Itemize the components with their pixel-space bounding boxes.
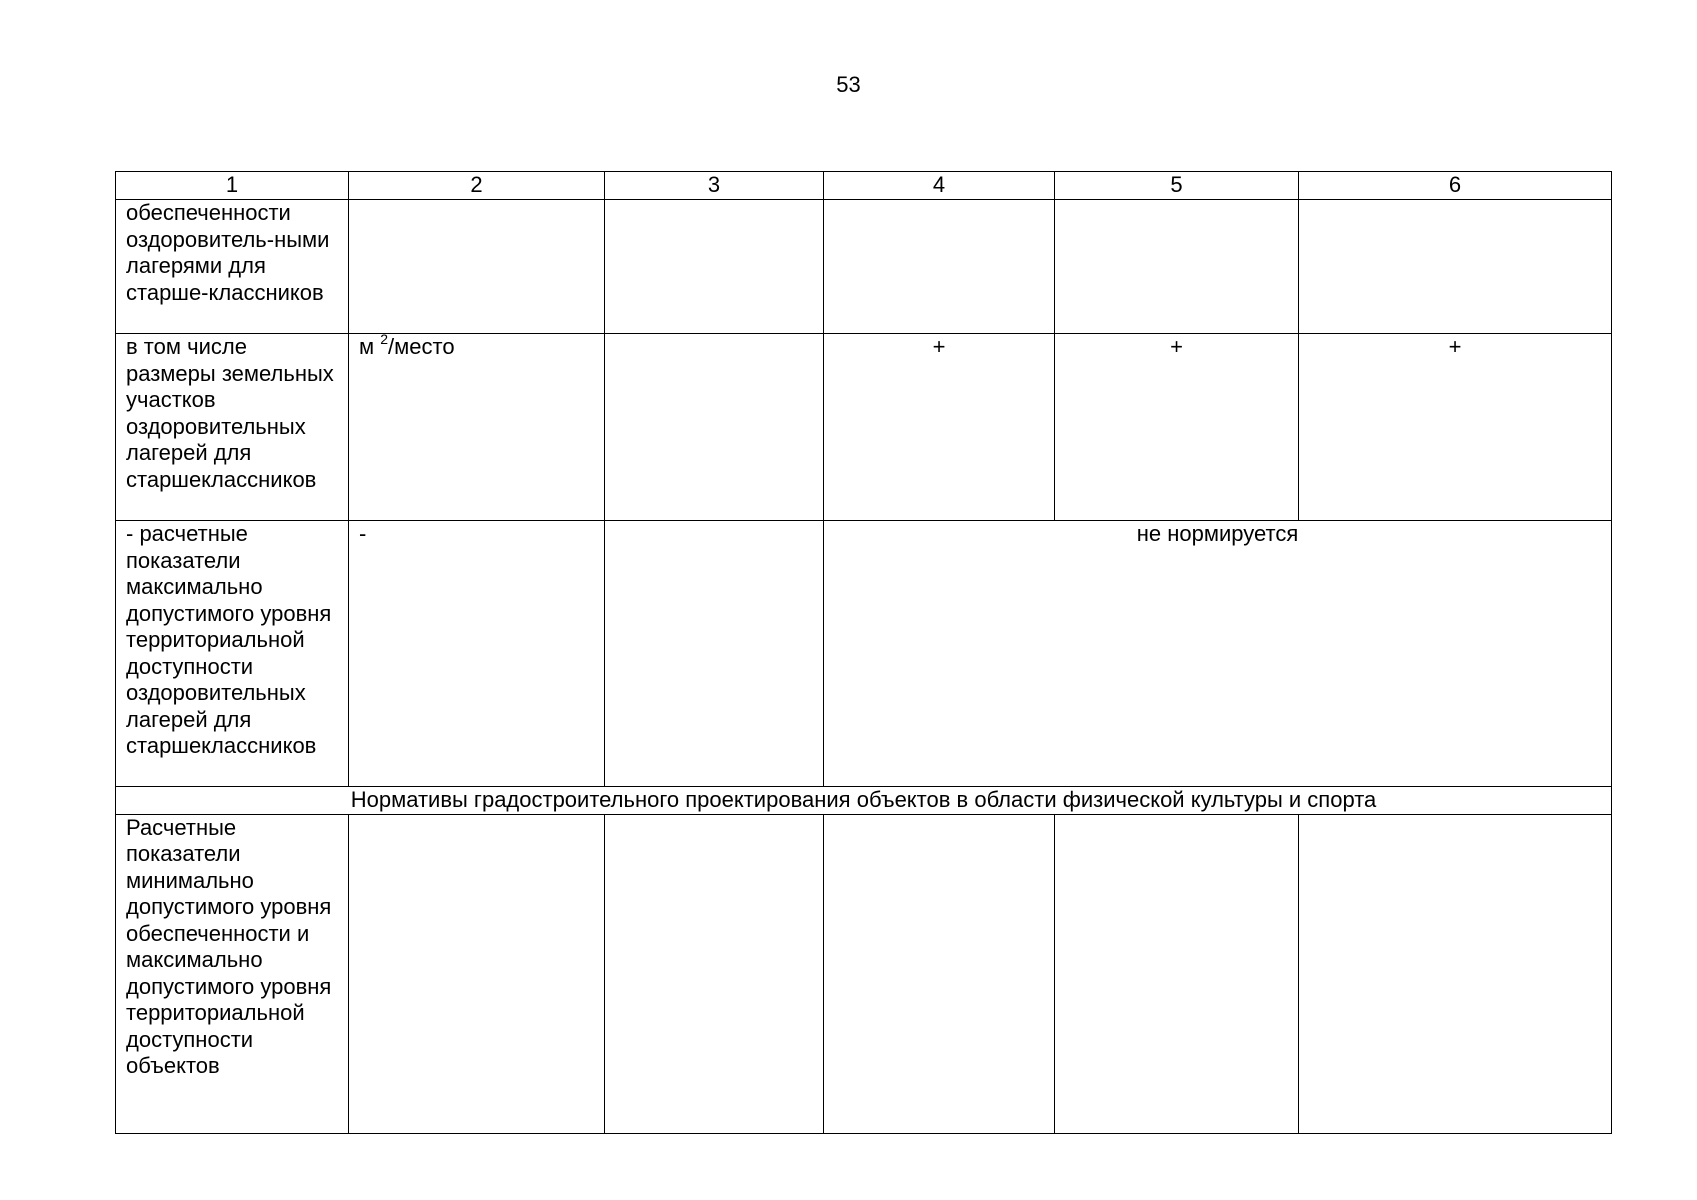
table-row (116, 814, 1612, 1133)
plus-mark-cell: + (824, 334, 1055, 521)
column-header: 6 (1299, 172, 1612, 200)
column-header: 5 (1055, 172, 1299, 200)
section-heading-row (116, 787, 1612, 815)
plus-mark-cell: + (1055, 334, 1299, 521)
column-header: 2 (349, 172, 605, 200)
unit-base: м (359, 334, 375, 359)
table-cell (1299, 814, 1612, 1133)
unit-rest: /место (388, 334, 455, 359)
table-cell (605, 521, 824, 787)
column-header: 1 (116, 172, 349, 200)
table-row (116, 521, 1612, 787)
column-header: 4 (824, 172, 1055, 200)
unit-cell (349, 330, 605, 521)
table-cell (605, 334, 824, 521)
norms-table (115, 171, 1612, 1134)
table-cell (605, 200, 824, 334)
table-header-row (116, 172, 1612, 200)
section-heading: Нормативы градостроительного проектирования объектов в области физической культуры и спорта (116, 787, 1612, 815)
table-cell (1299, 200, 1612, 334)
plus-mark-cell: + (1299, 334, 1612, 521)
indicator-cell: - расчетные показатели максимально допустимого уровня территориальной доступности оздоровительных лагерей для старшеклассников (116, 521, 349, 787)
indicator-cell: обеспеченности оздоровитель-ными лагерями для старше-классников (116, 200, 349, 334)
column-header: 3 (605, 172, 824, 200)
indicator-cell: в том числе размеры земельных участков оздоровительных лагерей для старшеклассников (116, 334, 349, 521)
unit-cell (349, 200, 605, 334)
table-row (116, 200, 1612, 334)
table-cell (1055, 200, 1299, 334)
not-regulated-cell: не нормируется (824, 521, 1612, 787)
page-number: 53 (836, 72, 861, 97)
unit-cell: - (349, 521, 605, 787)
table-cell (824, 200, 1055, 334)
table-row (116, 334, 1612, 521)
indicator-cell: Расчетные показатели минимально допустимого уровня обеспеченности и максимально допустимого уровня территориальной доступности объектов (116, 814, 349, 1133)
table-cell (1055, 814, 1299, 1133)
unit-superscript: 2 (380, 330, 389, 347)
table-cell (824, 814, 1055, 1133)
unit-cell (349, 814, 605, 1133)
table-cell (605, 814, 824, 1133)
